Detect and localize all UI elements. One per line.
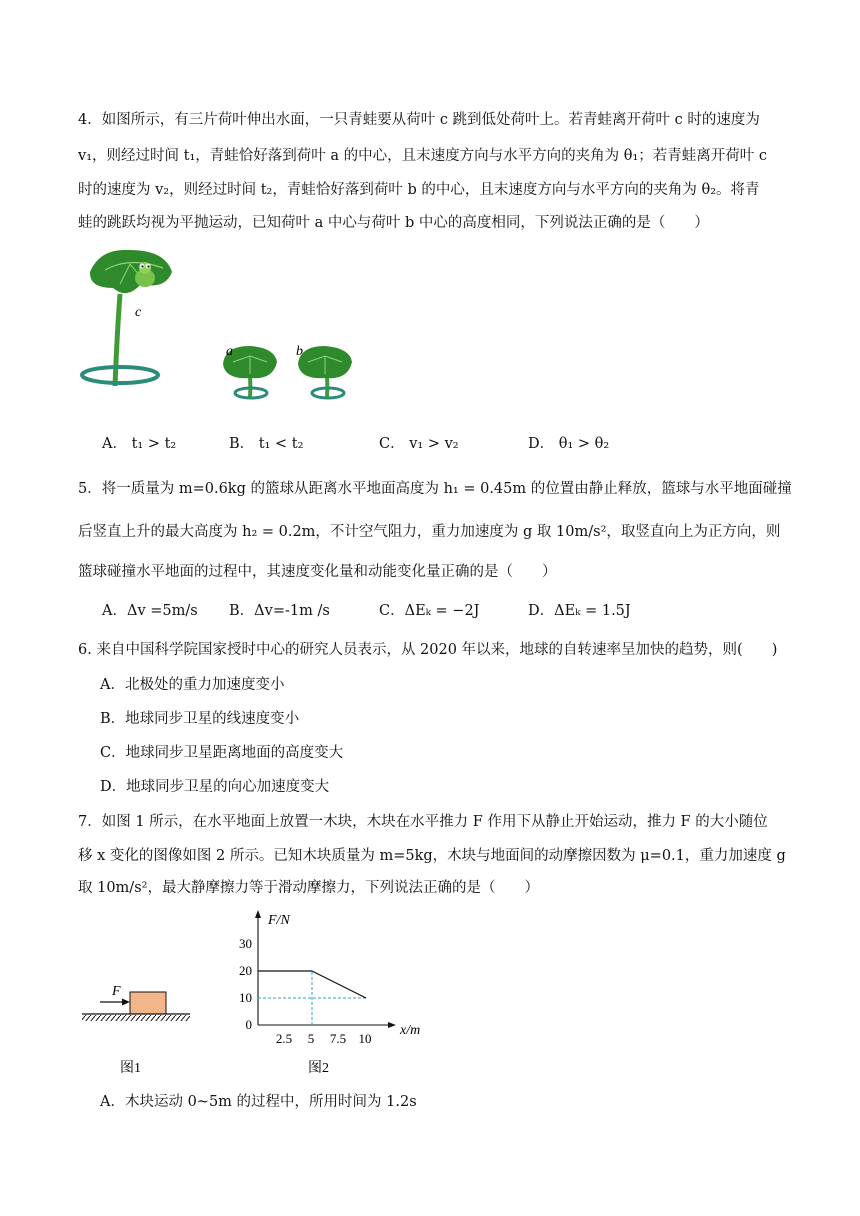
- wooden-block: [130, 992, 166, 1014]
- q7-option-a[interactable]: A．木块运动 0~5m 的过程中，所用时间为 1.2s: [100, 1094, 417, 1110]
- q4-option-a[interactable]: A． t₁ > t₂: [102, 436, 177, 452]
- q5-option-b[interactable]: B．Δv=-1m /s: [229, 603, 330, 619]
- x-tick-label: 10: [358, 1031, 372, 1046]
- q4-option-d[interactable]: D． θ₁ > θ₂: [528, 436, 610, 452]
- q6-line-1: 6. 来自中国科学院国家授时中心的研究人员表示，从 2020 年以来，地球的自转速率呈加快的趋势，则( ): [78, 642, 778, 658]
- q4-line-4: 蛙的跳跃均视为平抛运动，已知荷叶 a 中心与荷叶 b 中心的高度相同，下列说法正确的是（ ）: [78, 215, 709, 231]
- lotus-leaf-b: [298, 346, 352, 398]
- q4-option-b[interactable]: B． t₁ < t₂: [229, 436, 304, 452]
- q4-option-c[interactable]: C． v₁ > v₂: [379, 436, 459, 452]
- y-tick-label: 0: [245, 1017, 252, 1032]
- y-axis-arrow: [255, 910, 261, 918]
- figure-1-block-diagram: [80, 980, 195, 1080]
- q5-line-2: 后竖直上升的最大高度为 h₂ = 0.2m，不计空气阻力，重力加速度为 g 取 10m/s²，取竖直向上为正方向，则: [78, 524, 781, 540]
- label-a: a: [226, 344, 233, 359]
- x-axis-arrow: [388, 1022, 396, 1028]
- force-label: F: [112, 984, 121, 999]
- q4-line-2: v₁，则经过时间 t₁，青蛙恰好落到荷叶 a 的中心，且末速度方向与水平方向的夹角为 θ₁；若青蛙离开荷叶 c: [78, 148, 767, 164]
- q6-option-d[interactable]: D．地球同步卫星的向心加速度变大: [100, 779, 330, 795]
- q7-line-3: 取 10m/s²，最大静摩擦力等于滑动摩擦力，下列说法正确的是（ ）: [78, 880, 539, 896]
- y-tick-label: 30: [239, 936, 252, 951]
- lotus-frog-figure: [75, 244, 365, 400]
- figure-2-chart: [230, 908, 440, 1078]
- force-arrow-head: [122, 999, 130, 1006]
- series-line-segment: [312, 971, 366, 998]
- x-tick-labels: [276, 1031, 372, 1046]
- q7-line-1: 7．如图 1 所示，在水平地面上放置一木块，木块在水平推力 F 作用下从静止开始运动，推力 F 的大小随位: [78, 814, 768, 830]
- label-c: c: [135, 305, 142, 320]
- q6-option-c[interactable]: C．地球同步卫星距离地面的高度变大: [100, 745, 344, 761]
- y-tick-label: 20: [239, 963, 252, 978]
- q5-option-a[interactable]: A．Δv =5m/s: [102, 603, 198, 619]
- x-axis-label: x/m: [400, 1023, 421, 1038]
- y-tick-labels: [239, 936, 252, 1032]
- chart-guides: [258, 971, 366, 1025]
- q4-line-1: 4．如图所示，有三片荷叶伸出水面，一只青蛙要从荷叶 c 跳到低处荷叶上。若青蛙离开荷叶 c 时的速度为: [78, 112, 760, 128]
- q5-option-d[interactable]: D．ΔEₖ = 1.5J: [528, 603, 631, 619]
- q4-line-3: 时的速度为 v₂，则经过时间 t₂，青蛙恰好落到荷叶 b 的中心，且末速度方向与水平方向的夹角为 θ₂。将青: [78, 182, 760, 198]
- y-axis-label: F/N: [268, 913, 290, 928]
- x-tick-label: 2.5: [275, 1031, 293, 1046]
- y-tick-label: 10: [239, 990, 252, 1005]
- q5-line-1: 5．将一质量为 m=0.6kg 的篮球从距离水平地面高度为 h₁ = 0.45m 的位置由静止释放，篮球与水平地面碰撞: [78, 481, 792, 497]
- x-tick-label: 5: [307, 1031, 315, 1046]
- q5-option-c[interactable]: C．ΔEₖ = −2J: [379, 603, 480, 619]
- figure-1-caption: 图1: [120, 1061, 141, 1076]
- figure-2-caption: 图2: [308, 1061, 329, 1076]
- q6-option-b[interactable]: B．地球同步卫星的线速度变小: [100, 711, 300, 727]
- q6-option-a[interactable]: A．北极处的重力加速度变小: [100, 677, 285, 693]
- ground-hatch: [82, 1015, 190, 1021]
- q7-line-2: 移 x 变化的图像如图 2 所示。已知木块质量为 m=5kg，木块与地面间的动摩擦因数为 μ=0.1，重力加速度 g: [78, 848, 786, 864]
- label-b: b: [296, 344, 303, 359]
- x-tick-label: 7.5: [329, 1031, 347, 1046]
- q5-line-3: 篮球碰撞水平地面的过程中，其速度变化量和动能变化量正确的是（ ）: [78, 564, 557, 580]
- lotus-leaf-c: [82, 250, 172, 386]
